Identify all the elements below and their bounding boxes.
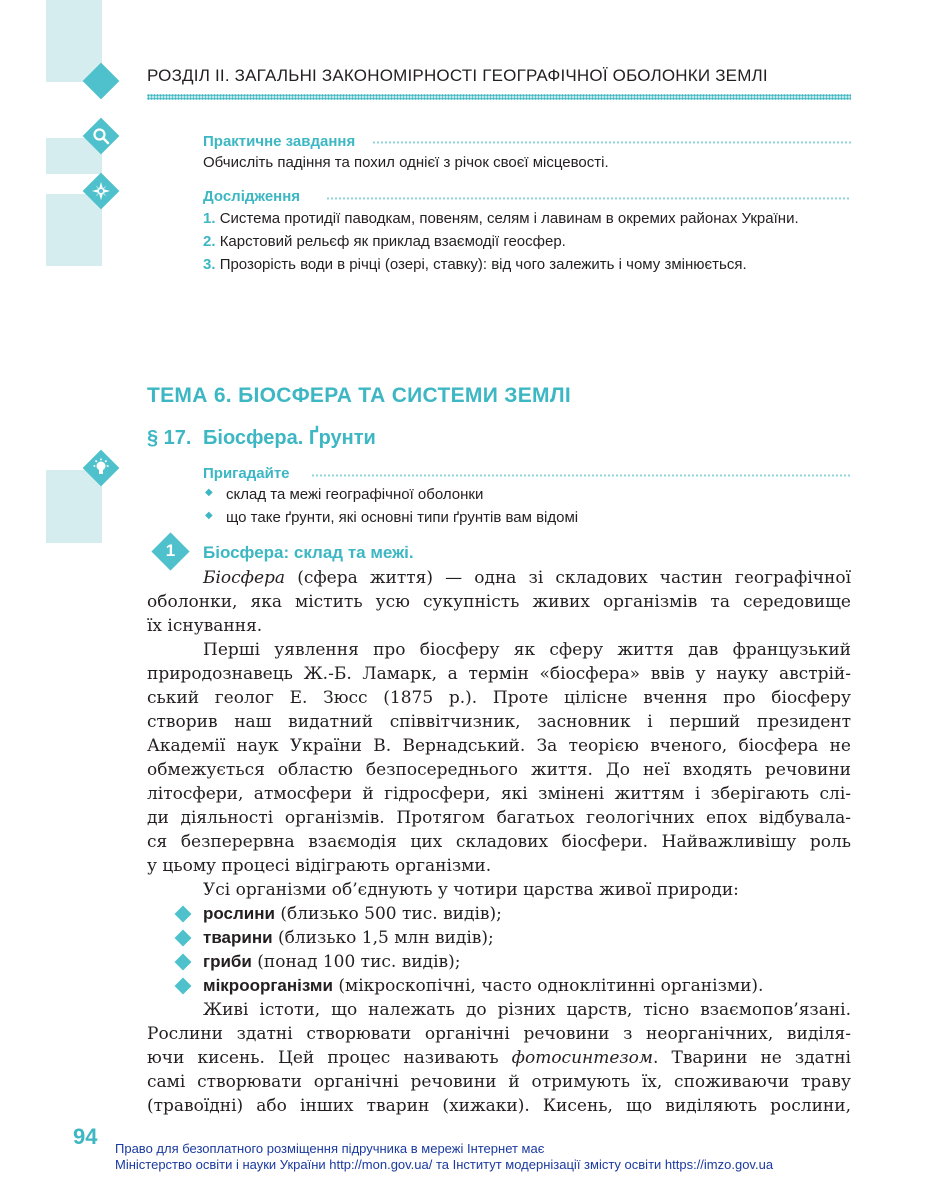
remember-item: склад та межі географічної оболонки <box>226 486 484 503</box>
body-line: самі створювати органічні речовини й отримують їх, споживаючи траву <box>147 1072 851 1092</box>
magnifier-icon <box>81 116 121 156</box>
header-rule <box>147 94 851 100</box>
research-rule <box>326 196 851 201</box>
practical-rule <box>372 140 851 145</box>
body-line: Усі організми об’єднують у чотири царства живої природи: <box>203 880 739 900</box>
paragraph-number: § 17. <box>147 427 192 449</box>
kingdom-item: мікроорганізми (мікроскопічні, часто одноклітинні організми). <box>203 976 764 996</box>
body-line: у цьому процесі відіграють організми. <box>147 856 492 876</box>
kingdom-item: гриби (понад 100 тис. видів); <box>203 952 461 972</box>
body-line: природознавець Ж.-Б. Ламарк, а термін «біосфера» ввів у науку австрій- <box>147 664 851 684</box>
remember-heading: Пригадайте <box>203 465 290 482</box>
body-line: ський геолог Е. Зюсс (1875 р.). Проте цілісне вчення про біосферу <box>147 688 851 708</box>
footer-notice-line1: Право для безоплатного розміщення підручника в мережі Інтернет має <box>115 1141 545 1156</box>
kingdom-item: тварини (близько 1,5 млн видів); <box>203 928 494 948</box>
practical-heading: Практичне завдання <box>203 133 356 150</box>
research-item: 2. Карстовий рельєф як приклад взаємодії геосфер. <box>203 233 566 250</box>
remember-item: що таке ґрунти, які основні типи ґрунтів вам відомі <box>226 509 579 526</box>
body-line: оболонки, яка містить усю сукупність живих організмів та середовище <box>147 592 851 612</box>
kingdom-item: рослини (близько 500 тис. видів); <box>203 904 502 924</box>
body-line: літосфери, атмосфери й гідросфери, які змінені життям і зберігають слі- <box>147 784 851 804</box>
practical-text: Обчисліть падіння та похил однієї з річок своєї місцевості. <box>203 154 609 171</box>
research-heading: Дослідження <box>203 188 301 205</box>
remember-rule <box>311 473 851 478</box>
body-line: Перші уявлення про біосферу як сферу життя дав французький <box>203 640 851 660</box>
body-line: обмежується областю безпосереднього життя. До неї входять речовини <box>147 760 851 780</box>
body-line: ди діяльності організмів. Протягом багатьох геологічних епох відбувала- <box>147 808 851 828</box>
compass-icon <box>81 171 121 211</box>
topic-title: ТЕМА 6. БІОСФЕРА ТА СИСТЕМИ ЗЕМЛІ <box>147 384 571 407</box>
bullet-icon <box>175 930 192 947</box>
body-line: ся безперервна взаємодія цих складових біосфери. Найважливішу роль <box>147 832 851 852</box>
body-line: створив наш видатний співвітчизник, засновник і перший президент <box>147 712 851 732</box>
term-biosphere: Біосфера <box>203 568 286 588</box>
term-photosynthesis: фотосинтезом <box>511 1048 654 1068</box>
body-line: Академії наук України В. Вернадський. За теорією вченого, біосфера не <box>147 736 851 756</box>
bullet-icon: ◆ <box>205 510 213 521</box>
footer-notice-line2: Міністерство освіти і науки України http://mon.gov.ua/ та Інститут модернізації змісту освіти https://imzo.gov.ua <box>115 1157 774 1172</box>
body-line: Рослини здатні створювати органічні речовини з неорганічних, виділя- <box>147 1024 851 1044</box>
body-line: їх існування. <box>147 616 263 636</box>
body-line: ючи кисень. Цей процес називають фотосинтезом. Тварини не здатні <box>147 1048 851 1068</box>
lightbulb-icon <box>81 448 121 488</box>
paragraph-name: Біосфера. Ґрунти <box>203 427 376 449</box>
paragraph-title <box>147 427 376 450</box>
bullet-icon <box>175 906 192 923</box>
bullet-icon <box>175 954 192 971</box>
research-item: 3. Прозорість води в річці (озері, ставку): від чого залежить і чому змінюється. <box>203 256 747 273</box>
body-line: Біосфера (сфера життя) — одна зі складових частин географічної <box>203 568 851 588</box>
body-line: (травоїдні) або інших тварин (хижаки). Кисень, що виділяють рослини, <box>147 1096 851 1116</box>
section-heading: Біосфера: склад та межі. <box>203 543 414 562</box>
chapter-title: РОЗДІЛ ІІ. ЗАГАЛЬНІ ЗАКОНОМІРНОСТІ ГЕОГРАФІЧНОЇ ОБОЛОНКИ ЗЕМЛІ <box>147 66 768 85</box>
bullet-icon: ◆ <box>205 487 213 498</box>
section-number: 1 <box>165 541 176 560</box>
research-item: 1. Система протидії паводкам, повеням, селям і лавинам в окремих районах України. <box>203 210 799 227</box>
page-number: 94 <box>73 1124 98 1149</box>
body-line: Живі істоти, що належать до різних царств, тісно взаємопов’язані. <box>203 1000 851 1020</box>
bullet-icon <box>175 978 192 995</box>
